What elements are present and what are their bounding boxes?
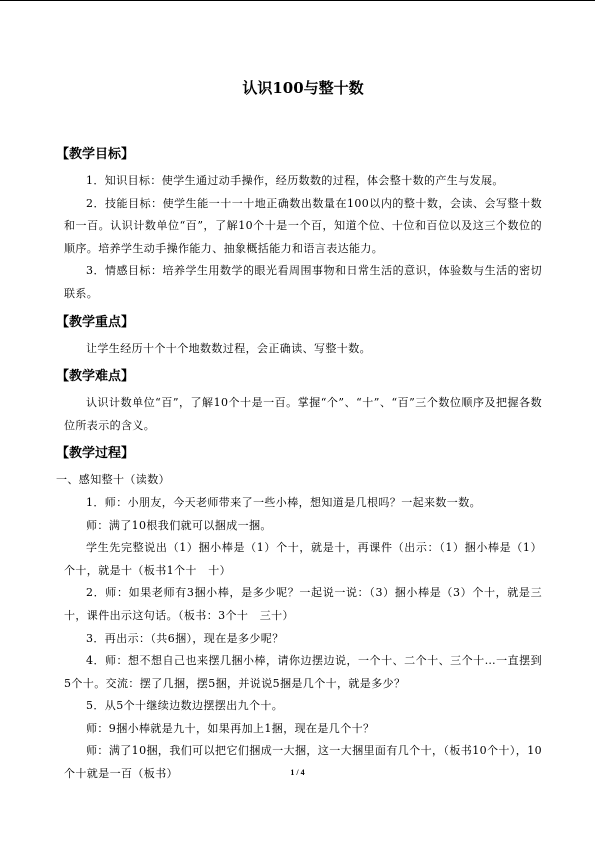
process-para: 师：满了10捆，我们可以把它们捆成一大捆，这一大捆里面有几个十，（板书10个十），10个十就是一百（板书） <box>64 744 542 781</box>
process-part1-label: 一、感知整十（读数） <box>56 473 170 487</box>
goal-skill: 2．技能目标：使学生能一十一十地正确数出数量在100以内的整十数，会读、会写整十数和一百。认识计数单位“百”，了解10个十是一个百，知道个位、十位和百位以及这三个数位的顺序。培养学生动手操作能力、抽象概括能力和语言表达能力。 <box>64 196 542 255</box>
goal-emotion: 3．情感目标：培养学生用数学的眼光看周围事物和日常生活的意识，体验数与生活的密切联系。 <box>64 264 542 300</box>
difficulties-text: 认识计数单位“百”，了解10个十是一百。掌握“个”、“十”、“百”三个数位顺序及把握各数位所表示的含义。 <box>64 396 542 432</box>
heading-teaching-process: 【教学过程】 <box>56 446 135 462</box>
key-points-text: 让学生经历十个十个地数数过程，会正确读、写整十数。 <box>86 341 371 355</box>
process-para: 学生先完整说出（1）捆小棒是（1）个十，就是十，再课件（出示：（1）捆小棒是（1）个十，就是十（板书1个十 十） <box>64 541 542 577</box>
process-para: 师：满了10根我们就可以捆成一捆。 <box>86 518 272 532</box>
process-para: 4．师：想不想自己也来摆几捆小棒，请你边摆边说，一个十、二个十、三个十…一直摆到5个十。交流：摆了几捆，摆5捆，并说说5捆是几个十，就是多少？ <box>64 654 542 690</box>
process-para: 2．师：如果老师有3捆小棒，是多少呢？一起说一说：（3）捆小棒是（3）个十，就是三十，课件出示这句话。（板书：3个十 三十） <box>64 586 542 622</box>
process-para: 1．师：小朋友，今天老师带来了一些小棒，想知道是几根吗？一起来数一数。 <box>86 495 481 509</box>
top-border-line <box>0 0 595 1</box>
process-para: 师：9捆小棒就是九十，如果再加上1捆，现在是几个十？ <box>86 721 375 735</box>
process-para: 5．从5个十继续边数边摆摆出九个十。 <box>86 699 284 713</box>
document-page <box>56 78 542 786</box>
goal-knowledge: 1．知识目标：使学生通过动手操作，经历数数的过程，体会整十数的产生与发展。 <box>86 174 504 187</box>
heading-key-points: 【教学重点】 <box>56 314 135 330</box>
process-para: 3．再出示：（共6捆），现在是多少呢？ <box>86 631 284 645</box>
document-title: 认识100与整十数 <box>242 79 364 97</box>
heading-teaching-goals: 【教学目标】 <box>56 147 135 162</box>
heading-difficulties: 【教学难点】 <box>56 369 135 385</box>
page-number: 1 / 4 <box>290 768 305 777</box>
